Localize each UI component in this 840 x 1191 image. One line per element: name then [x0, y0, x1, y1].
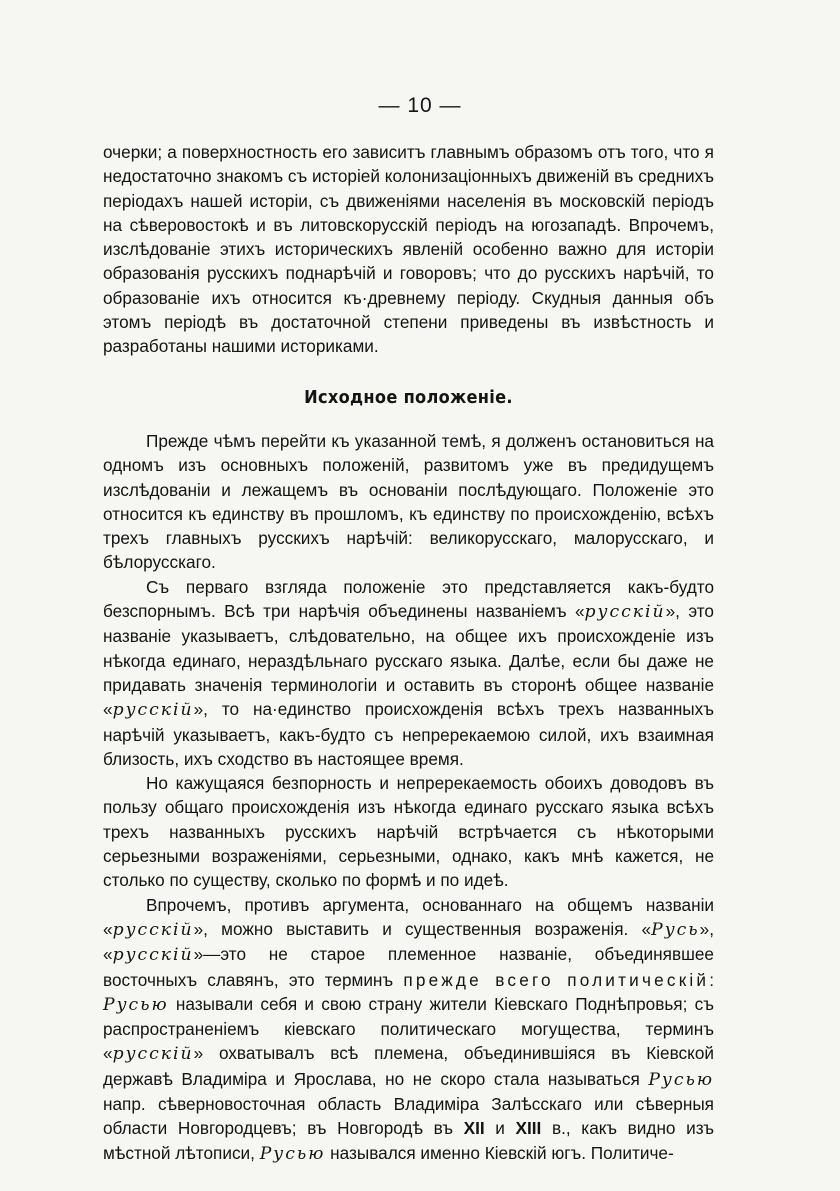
italic-term: Русью — [259, 1143, 326, 1164]
paragraph — [103, 893, 714, 1166]
roman-numeral: XIII — [515, 1118, 542, 1139]
paragraph: Но кажущаяся безпорность и непререкаемость обоихъ доводовъ въ пользу общаго происхожденiя изъ нѣкогда единаго русскаго языка всѣхъ трехъ названныхъ русскихъ нарѣчiй встрѣчается съ нѣкоторыми серьезными возраженiями, серьезными, однако, какъ мнѣ кажется, не столько по существу, сколько по формѣ и по идеѣ. — [103, 773, 714, 891]
paragraph: Прежде чѣмъ перейти къ указанной темѣ, я долженъ остановиться на одномъ изъ основныхъ положенiй, развитомъ уже въ предидущемъ изслѣдованiи и лежащемъ въ основанiи послѣдующаго. Положенiе это относится къ единству въ прошломъ, къ единству по происхожденiю, всѣхъ трехъ главныхъ русскихъ нарѣчiй: великорусскаго, малорусскаго, и бѣлорусскаго. — [103, 430, 714, 573]
text-block — [103, 140, 714, 1166]
spaced-emphasis: прежде всего политическiй — [403, 969, 710, 990]
text-run: », « — [103, 918, 714, 965]
text-run: в., какъ видно изъ мѣстной лѣтописи, — [103, 1118, 714, 1163]
text-run: : — [709, 969, 715, 990]
text-run: Впрочемъ, противъ аргумента, основаннаго на общемъ названiи « — [103, 894, 714, 939]
paragraph — [103, 575, 714, 771]
text-run: », можно выставить и существенныя возраженiя. « — [193, 918, 652, 939]
text-run: Съ перваго взгляда положенiе это представляется какъ-будто безспорнымъ. Всѣ три нарѣчiя объединены названiемъ « — [103, 576, 714, 622]
text-run: назывался именно Кiевскiй югъ. Политиче- — [325, 1142, 674, 1163]
text-run: », то на·единство происхожденiя всѣхъ трехъ названныхъ нарѣчiй указываетъ, какъ-будто съ непререкаемою силой, ихъ взаимная близость, ихъ сходство въ настоящее время. — [103, 699, 714, 769]
paragraph-continuation: очерки; а поверхностность его зависитъ главнымъ образомъ отъ того, что я недостаточно знакомъ съ исторiей колонизацiонныхъ движенiй въ среднихъ перiодахъ нашей исторiи, съ движенiями населенiя въ московскiй перiодъ на сѣверовостокѣ и въ литовскорусскiй перiодъ на югозападѣ. Впрочемъ, изслѣдованiе этихъ историческихъ явленiй особенно важно для исторiи образованiя русскихъ поднарѣчiй и говоровъ; что до русскихъ нарѣчiй, то образованiе ихъ относится къ·древнему перiоду. Скудныя данныя объ этомъ перiодѣ въ достаточной степени приведены въ извѣстность и разработаны нашими историками. — [103, 142, 714, 357]
text-run: » охватывалъ всѣ племена, объединившiяся въ Кiевской державѣ Владимiра и Ярослава, но не скоро стала называться — [103, 1043, 714, 1089]
text-run: », это названiе указываетъ, слѣдовательно, на общее ихъ происхожденiе изъ нѣкогда единаго, нераздѣльнаго русскаго языка. Далѣе, если бы даже не придавать значенiя терминологiи и оставить въ сторонѣ общее названiе « — [103, 601, 714, 720]
italic-term: Русью — [648, 1069, 714, 1090]
italic-term: русскiй — [112, 1044, 194, 1065]
italic-term: Русью — [103, 994, 169, 1015]
text-run: называли себя и свою страну жители Кiевскаго Поднѣпровья; съ распространенiемъ кiевскаго политическаго могущества, терминъ « — [103, 993, 714, 1064]
roman-numeral: XII — [463, 1118, 485, 1139]
section-heading: Исходное положенiе. — [304, 386, 513, 408]
text-run: напр. сѣверновосточная область Владимiра Залѣсскаго или сѣверныя области Новгородцевъ; въ Новгородѣ въ — [103, 1093, 714, 1139]
italic-term: русскiй — [112, 700, 194, 721]
text-run: »—это не старое племенное названiе, объединявшее восточныхъ славянъ, это терминъ — [103, 944, 714, 990]
italic-term: русскiй — [112, 945, 194, 966]
italic-term: русскiй — [112, 919, 194, 940]
italic-term: Русь — [651, 919, 700, 940]
page-number: — 10 — — [378, 94, 462, 117]
text-run: и — [484, 1118, 516, 1139]
italic-term: русскiй — [584, 602, 666, 623]
